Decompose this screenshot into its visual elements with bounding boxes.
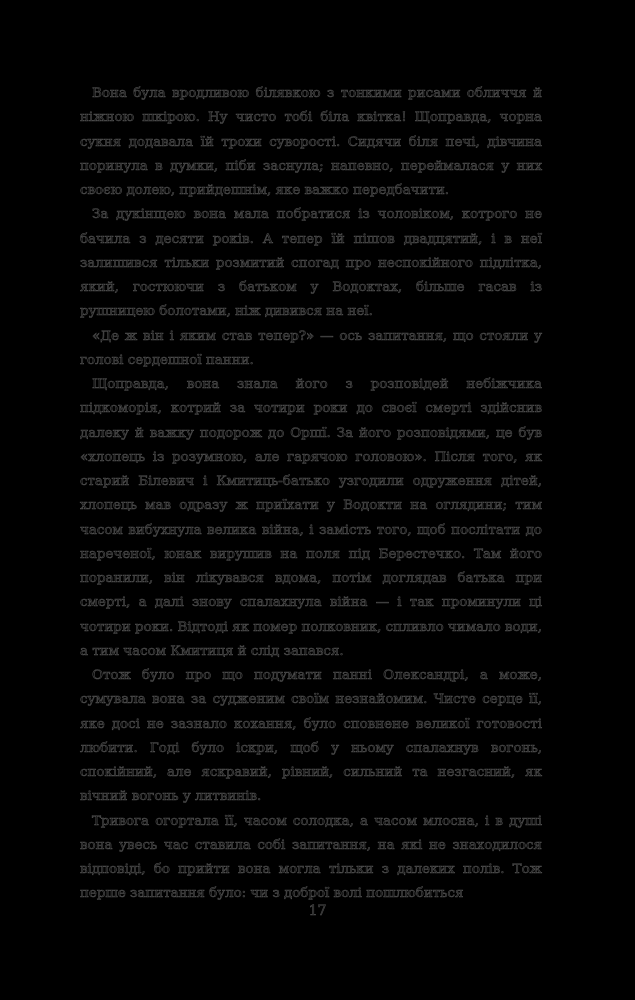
paragraph: Тривога огортала її, часом солодка, а часом млосна, і в душі вона увесь час ставила собі запитання, на які не знаходилося відповіді, бо прийти вона могла тільки з далеких полів. Тож перше запитання було: чи з доброї волі пошлюбиться <box>80 813 542 902</box>
paragraph: «Де ж він і яким став тепер?» — ось запитання, що стояли у голові сердешної панни. <box>80 328 542 368</box>
paragraph: Щоправда, вона знала його з розповідей небіжчика підкоморія, котрий за чотири роки до своєї смерті здійснив далеку й важку подорож до Оршї. За його розповідями, це був «хлопець із розумною, але гарячою головою». Після того, як старий Білевич і Кмитиць-батько узгодили одруження дітей, хлопець мав одразу ж приїхати у Водокти на оглядини; тим часом вибухнула велика війна, і замість того, щоб послітати до нареченої, юнак вирушив на поля під Берестечко. Там його поранили, він лікувався вдома, потім доглядав батька при смерті, а далі знову спалахнула війна — і так проминули ці чотири роки. Відтоді як помер полковник, спливло чимало води, а тим часом Кмитиця й слід запався. <box>80 377 542 659</box>
paragraph: Отож було про що подумати панні Олександрі, а може, сумувала вона за судженим своїм незнайомим. Чисте серце її, яке досі не зазнало кохання, було сповнене великої готовості любити. Годі було іскри, щоб у ньому спалахнув вогонь, спокійний, але яскравий, рівний, сильний та незгасний, як вічний вогонь у литвинів. <box>80 668 542 805</box>
page-number: 17 <box>308 903 327 919</box>
paragraph: Вона була вродливою білявкою з тонкими рисами обличчя й ніжною шкірою. Ну чисто тобі біла квітка! Щоправда, чорна сукня додавала їй трохи суворості. Сидячи біля печі, дівчина поринула в думки, піби заснула; напевно, переймалася у них своєю долею, прийдешнім, яке важко передбачити. <box>80 86 542 198</box>
body-text <box>80 82 542 907</box>
paragraph: За дукінщею вона мала побратися із чоловіком, котрого не бачила з десяти років. А тепер їй пішов двадцятий, і в неї залишився тільки розмитий спогад про неспокійного підлітка, який, гостюючи з батьком у Водоктах, більше гасав із рушницею болотами, ніж дивився на неї. <box>80 207 542 320</box>
